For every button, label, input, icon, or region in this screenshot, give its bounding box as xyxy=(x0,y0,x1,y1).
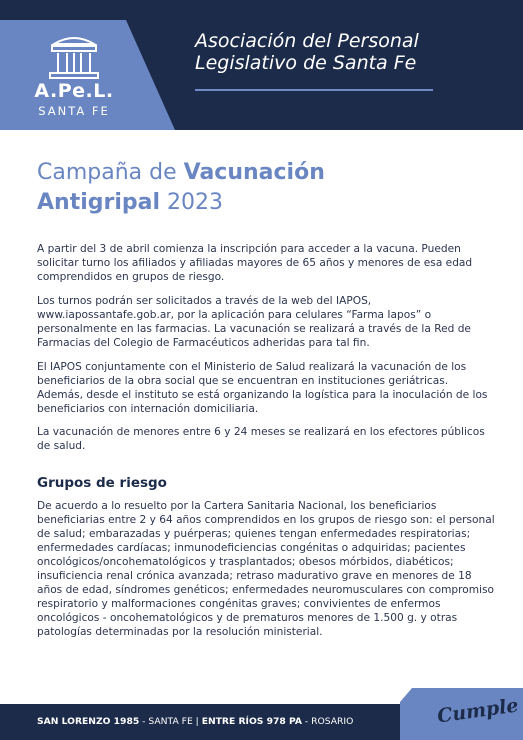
paragraph-grupos-riesgo: De acuerdo a lo resuelto por la Cartera Sanitaria Nacional, los beneficiarios beneficiarias entre 2 y 64 años comprendidos en los grupos de riesgo son: el personal de salud; embarazadas y puérperas; quienes tengan enfermedades respiratorias; enfermedades cardíacas; inmunodeficiencias congénitas o adquiridas; pacientes oncológicos/oncohematológicos y trasplantados; obesos mórbidos, diabéticos; insuficiencia renal crónica avanzada; retraso madurativo grave en menores de 18 años de edad, síndromes genéticos; enfermedades neuromusculares con compromiso respiratorio y malformaciones congénitas graves; convivientes de enfermos oncológicos - oncohematológicos y de prematuros menores de 1.500 g. y otras patologías determinadas por la resolución ministerial. xyxy=(37,500,495,638)
paragraph-menores: La vacunación de menores entre 6 y 24 meses se realizará en los efectores públicos de salud. xyxy=(37,426,485,452)
title-part-1: Campaña de xyxy=(37,160,184,185)
title-part-3: Antigripal xyxy=(37,190,161,215)
campaign-title xyxy=(37,158,497,218)
cumple-badge-text: Cumple xyxy=(435,694,520,728)
title-underline xyxy=(195,89,433,91)
org-title-line-2: Legislativo de Santa Fe xyxy=(195,52,417,74)
building-icon xyxy=(48,34,100,80)
title-part-4: 2023 xyxy=(160,190,224,215)
address-1-rest: - SANTA FE | xyxy=(139,716,202,727)
address-2-bold: ENTRE RÍOS 978 PA xyxy=(201,716,302,727)
logo-name: A.Pe.L. xyxy=(34,80,114,102)
org-title-line-1: Asociación del Personal xyxy=(195,30,419,52)
paragraph-turnos: Los turnos podrán ser solicitados a través de la web del IAPOS, www.iapossantafe.gob.ar, por la aplicación para celulares “Farma Iapos” o personalmente en las farmacias. La vacunación se realizará a través de la Red de Farmacias del Colegio de Farmacéuticos adheridas para tal fin. xyxy=(37,295,471,349)
logo-block xyxy=(0,20,175,130)
section-heading-grupos-riesgo: Grupos de riesgo xyxy=(37,475,167,491)
address-2-rest: - ROSARIO xyxy=(301,716,354,727)
paragraph-geriatricas: El IAPOS conjuntamente con el Ministerio de Salud realizará la vacunación de los beneficiarios de la obra social que se encuentran en instituciones geriátricas. Además, desde el instituto se está organizando la logística para la inoculación de los beneficiarios con internación domiciliaria. xyxy=(37,361,488,415)
header-banner xyxy=(0,0,523,130)
footer-addresses xyxy=(37,716,353,727)
address-1-bold: SAN LORENZO 1985 xyxy=(37,716,140,727)
paragraph-inscription: A partir del 3 de abril comienza la inscripción para acceder a la vacuna. Pueden solicitar turno los afiliados y afiliadas mayores de 65 años y menores de esa edad comprendidos en grupos de riesgo. xyxy=(37,243,473,283)
logo-subtitle: SANTA FE xyxy=(38,104,110,118)
organization-title xyxy=(195,30,515,74)
title-part-2: Vacunación xyxy=(183,160,325,185)
